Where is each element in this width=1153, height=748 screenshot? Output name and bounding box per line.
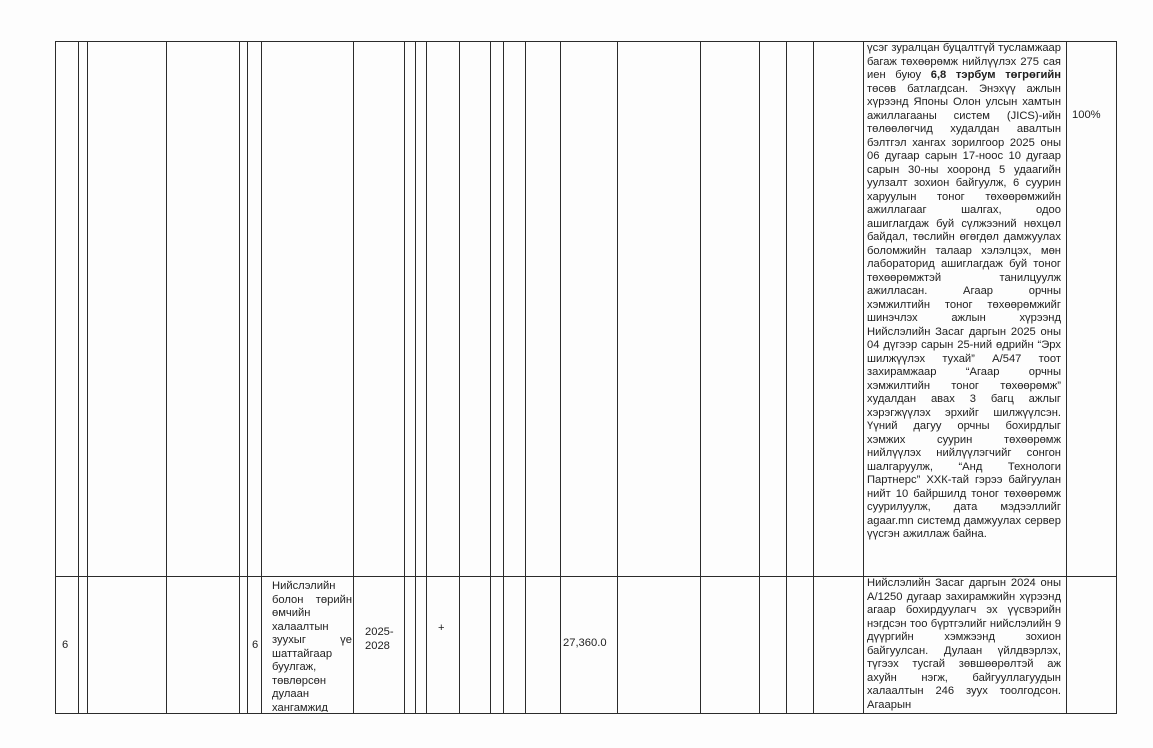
sub-number: 6: [252, 639, 259, 651]
row-number: 6: [62, 639, 69, 651]
column-line: [560, 41, 561, 714]
column-line: [87, 41, 88, 714]
column-line: [166, 41, 167, 714]
column-line: [78, 41, 79, 714]
column-line: [415, 41, 416, 714]
column-line: [1066, 41, 1067, 714]
column-line: [525, 41, 526, 714]
column-line: [490, 41, 491, 714]
period: 2025-2028: [365, 626, 394, 652]
column-line: [247, 41, 248, 714]
column-line: [459, 41, 460, 714]
column-line: [404, 41, 405, 714]
column-line: [426, 41, 427, 714]
completion-percent: 100%: [1072, 109, 1101, 121]
column-line: [239, 41, 240, 714]
column-line: [261, 41, 262, 714]
column-line: [503, 41, 504, 714]
measure-title: Нийслэлийн болон төрийн өмчийн халаалтын зуухыг үе шаттайгаар буулгаж, төвлөрсөн дулаан хангамжид: [272, 580, 352, 712]
column-line: [1116, 41, 1117, 714]
column-line: [786, 41, 787, 714]
column-line: [617, 41, 618, 714]
column-line: [863, 41, 864, 714]
column-line: [55, 41, 56, 714]
column-line: [353, 41, 354, 714]
progress-comment-bottom: Нийслэлийн Засаг даргын 2024 оны А/1250 дугаар захирамжийн хүрээнд агаар бохирдуулагч эх үүсвэрийн нэгдсэн тоо бүртгэлийг нийслэлийн 9 дүүргийн хэмжээнд зохион байгуулсан. Дулаан үйлдвэрлэх, түгээх тусгай зөвшөөрөлтэй аж ахуйн нэгж, байгууллагуудын халаалтын 246 зуух тоолгодсон. Агаарын: [867, 577, 1061, 711]
progress-comment-top: үсэг зуралцан буцалтгүй тусламжаар багаж төхөөрөмж нийлүүлэх 275 сая иен буюу 6,8 тэрбум төгрөгийн төсөв батлагдсан. Энэхүү ажлын хүрээнд Японы Олон улсын хамтын ажиллагааны систем (JICS)-ийн төлөөлөгчид худалдан авалтын бэлтгэл хангах зорилгоор 2025 оны 06 дугаар сарын 17-ноос 10 дугаар сарын 30-ны хооронд 5 удаагийн уулзалт зохион байгуулж, 6 суурин харуулын тоног төхөөрөмжийн ажиллагааг шалгах, одоо ашиглагдаж буй сүлжээний нөхцөл байдал, төслийн өгөгдөл дамжуулах боломжийн талаар хэлэлцэх, мөн лабораторид ашиглагдаж буй тоног төхөөрөмжтэй танилцуулж ажилласан. Агаар орчны хэмжилтийн тоног төхөөрөмжийг шинэчлэх ажлын хүрээнд Нийслэлийн Засаг даргын 2025 оны 04 дүгээр сарын 25-ний өдрийн “Эрх шилжүүлэх тухай” А/547 тоот захирамжаар “Агаар орчны хэмжилтийн тоног төхөөрөмж” худалдан авах 3 багц ажлыг хэрэгжүүлэх эрхийг шилжүүлсэн. Үүний дагуу орчны бохирдлыг хэмжих суурин төхөөрөмж нийлүүлэх нийлүүлэгчийг сонгон шалгаруулж, “Анд Технологи Партнерс” ХХК-тай гэрээ байгуулан нийт 10 байршилд тоног төхөөрөмж суурилуулж, дата мэдээллийг agaar.mn системд дамжуулах сервер үүсгэн ажиллаж байна.: [867, 42, 1062, 540]
column-line: [700, 41, 701, 714]
status-mark: +: [438, 622, 445, 634]
column-line: [759, 41, 760, 714]
table-bottom-border: [55, 713, 1117, 714]
budget-amount-bold: 6,8 тэрбум төгрөгийн: [930, 69, 1062, 81]
budget-amount: 27,360.0: [563, 637, 607, 649]
column-line: [813, 41, 814, 714]
